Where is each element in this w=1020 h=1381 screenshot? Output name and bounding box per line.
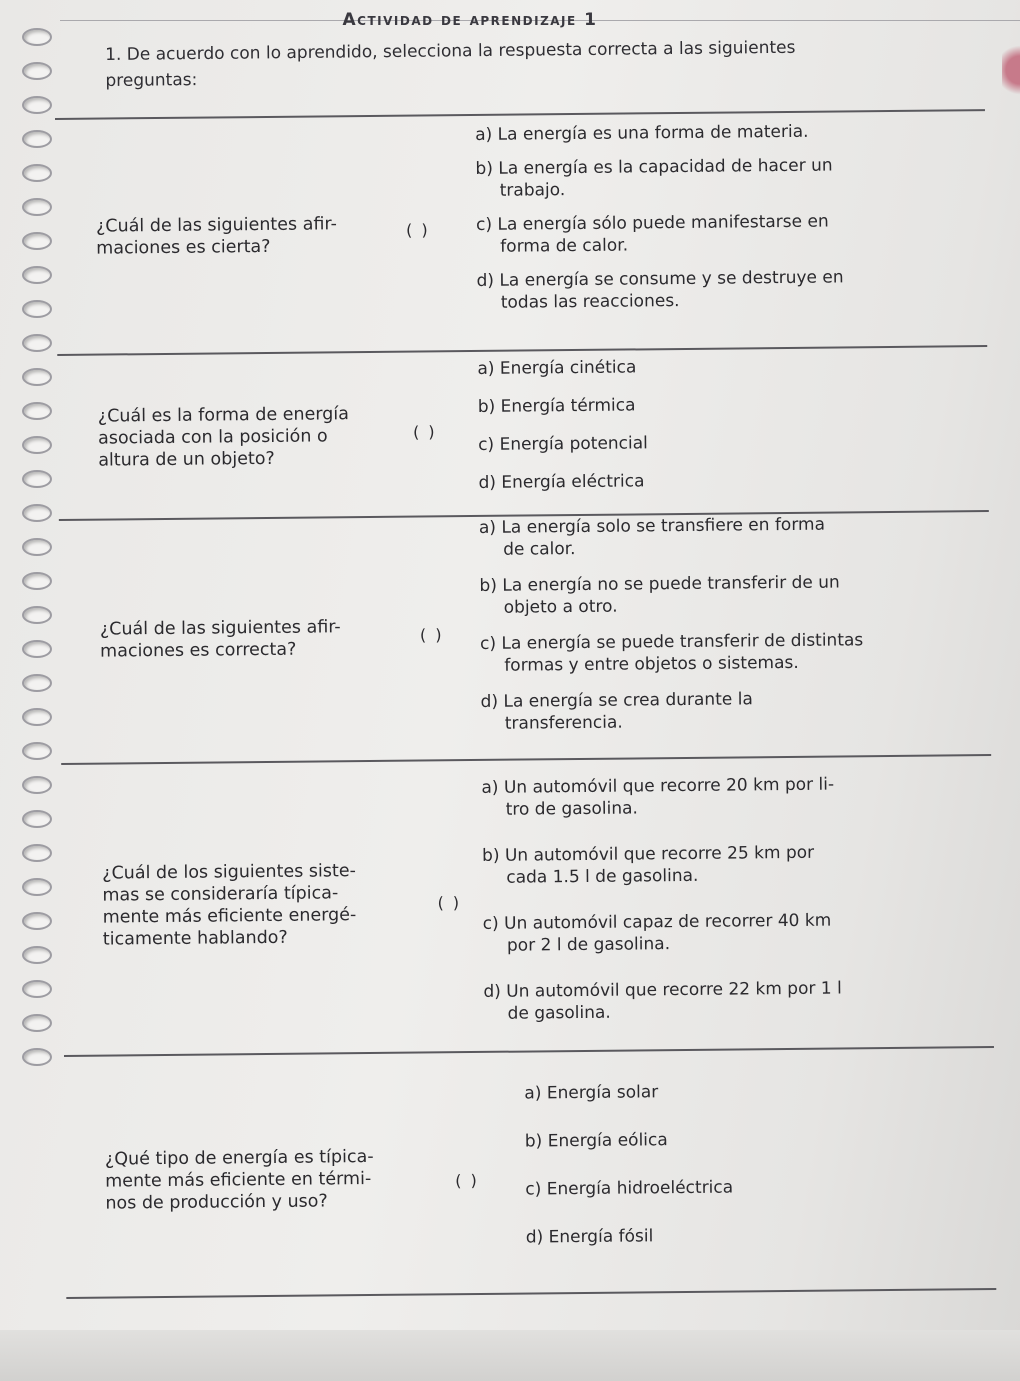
question-text: ¿Cuál de los siguientes siste- mas se consideraría típica- mente más eficiente energé- ticamente hablando? — [102, 861, 357, 950]
page-title: Actividad de aprendizaje 1 — [342, 10, 598, 30]
binding-hole — [22, 470, 52, 488]
binding-hole — [22, 232, 52, 250]
binding-hole — [22, 946, 52, 964]
binding-hole — [22, 844, 52, 862]
option-d[interactable]: d) Un automóvil que recorre 22 km por 1 l de gasolina. — [483, 978, 842, 1024]
binding-hole — [22, 878, 52, 896]
options-list — [479, 512, 961, 735]
option-d[interactable]: d) Energía eléctrica — [478, 471, 645, 493]
binding-hole — [22, 640, 52, 658]
question-row — [57, 345, 989, 519]
binding-hole — [22, 912, 52, 930]
option-a[interactable]: a) La energía solo se transfiere en forma de calor. — [478, 514, 826, 560]
option-a[interactable]: a) La energía es una forma de materia. — [475, 121, 809, 145]
options-list — [481, 772, 963, 1025]
binding-hole — [22, 504, 52, 522]
answer-blank[interactable]: ( ) — [419, 625, 444, 645]
question-text: ¿Cuál de las siguientes afir- maciones es cierta? — [95, 214, 337, 259]
answer-blank[interactable]: ( ) — [406, 220, 430, 240]
binding-hole — [22, 28, 52, 46]
question-text: ¿Cuál es la forma de energía asociada con la posición o altura de un objeto? — [97, 404, 350, 471]
binding-hole — [22, 980, 52, 998]
binding-hole — [22, 402, 52, 420]
option-d[interactable]: d) La energía se crea durante la transferencia. — [480, 689, 753, 734]
option-a[interactable]: a) Energía solar — [524, 1082, 659, 1104]
option-c[interactable]: c) La energía sólo puede manifestarse en forma de calor. — [475, 211, 829, 257]
binding-hole — [22, 130, 52, 148]
binding-hole — [22, 810, 52, 828]
binding-hole — [22, 368, 52, 386]
question-row — [59, 510, 991, 763]
option-a[interactable]: a) Energía cinética — [477, 357, 637, 379]
question-row — [64, 1046, 996, 1299]
option-d[interactable]: d) La energía se consume y se destruye en todas las reacciones. — [476, 267, 844, 313]
question-table — [55, 109, 996, 1299]
binding-hole — [22, 1014, 52, 1032]
binding-hole — [22, 572, 52, 590]
binding-hole — [22, 96, 52, 114]
binding-hole — [22, 776, 52, 794]
binding-hole — [22, 606, 52, 624]
option-b[interactable]: b) La energía no se puede transferir de un objeto a otro. — [479, 572, 840, 618]
option-b[interactable]: b) Un automóvil que recorre 25 km por cada 1.5 l de gasolina. — [482, 842, 815, 888]
option-a[interactable]: a) Un automóvil que recorre 20 km por li- tro de gasolina. — [481, 774, 835, 820]
question-row — [61, 754, 994, 1055]
binding-hole — [22, 300, 52, 318]
options-list — [524, 1078, 1006, 1249]
binding-hole — [22, 538, 52, 556]
answer-blank[interactable]: ( ) — [455, 1170, 479, 1191]
options-list — [475, 119, 957, 314]
binding-hole — [22, 1048, 52, 1066]
option-c[interactable]: c) Energía potencial — [478, 433, 648, 455]
binding-hole — [22, 164, 52, 182]
binding-hole — [22, 62, 52, 80]
option-c[interactable]: c) Un automóvil capaz de recorrer 40 km por 2 l de gasolina. — [482, 910, 832, 956]
binding-hole — [22, 436, 52, 454]
binding-hole — [22, 334, 52, 352]
page-edge-stain — [1002, 40, 1020, 100]
answer-blank[interactable]: ( ) — [437, 893, 462, 913]
question-text: ¿Cuál de las siguientes afir- maciones es correcta? — [99, 617, 341, 662]
page-bottom-edge — [0, 1330, 1020, 1381]
instruction-text: 1. De acuerdo con lo aprendido, selecciona la respuesta correcta a las siguientes preguntas: — [105, 37, 796, 91]
question-text: ¿Qué tipo de energía es típica- mente más eficiente en térmi- nos de producción y uso? — [104, 1146, 374, 1214]
question-row — [55, 109, 987, 354]
option-c[interactable]: c) La energía se puede transferir de distintas formas y entre objetos o sistemas. — [479, 630, 864, 676]
binding-hole — [22, 198, 52, 216]
option-c[interactable]: c) Energía hidroeléctrica — [525, 1177, 734, 1200]
binding-hole — [22, 674, 52, 692]
binding-hole — [22, 742, 52, 760]
option-b[interactable]: b) Energía térmica — [477, 395, 636, 417]
binding-hole — [22, 708, 52, 726]
option-b[interactable]: b) Energía eólica — [524, 1130, 668, 1152]
option-b[interactable]: b) La energía es la capacidad de hacer un trabajo. — [475, 155, 833, 201]
options-list — [477, 353, 958, 494]
answer-blank[interactable]: ( ) — [412, 422, 437, 442]
binding-hole — [22, 266, 52, 284]
option-d[interactable]: d) Energía fósil — [525, 1226, 654, 1248]
